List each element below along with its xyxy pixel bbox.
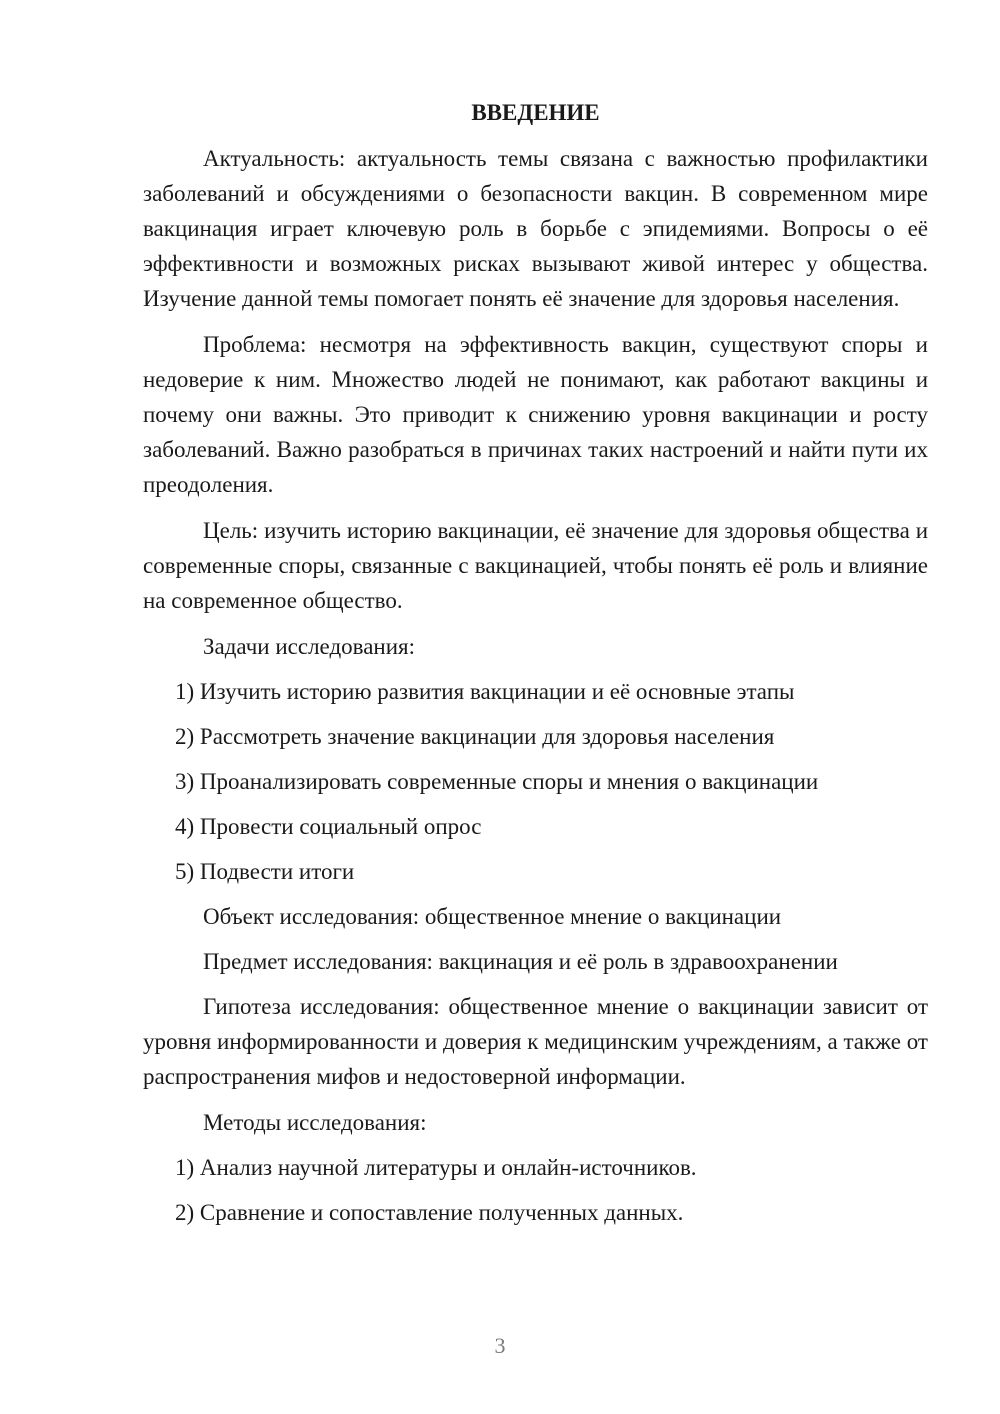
problem-paragraph: Проблема: несмотря на эффективность вакцин, существуют споры и недоверие к ним. Множество людей не понимают, как работают вакцины и почему они важны. Это приводит к снижению уровня вакцинации и росту заболеваний. Важно разобраться в причинах таких настроений и найти пути их преодоления.	[143, 332, 928, 497]
method-item: 1) Анализ научной литературы и онлайн-источников.	[175, 1155, 697, 1180]
page-content	[143, 95, 928, 1240]
task-item: 2) Рассмотреть значение вакцинации для здоровья населения	[175, 724, 775, 749]
page-number: 3	[494, 1333, 506, 1358]
goal-paragraph: Цель: изучить историю вакцинации, её значение для здоровья общества и современные споры, связанные с вакцинацией, чтобы понять её роль и влияние на современное общество.	[143, 518, 928, 613]
object-line: Объект исследования: общественное мнение о вакцинации	[203, 904, 782, 929]
relevance-paragraph: Актуальность: актуальность темы связана с важностью профилактики заболеваний и обсуждениями о безопасности вакцин. В современном мире вакцинация играет ключевую роль в борьбе с эпидемиями. Вопросы о её эффективности и возможных рисках вызывают живой интерес у общества. Изучение данной темы помогает понять её значение для здоровья населения.	[143, 146, 928, 311]
task-item: 5) Подвести итоги	[175, 859, 355, 884]
subject-line: Предмет исследования: вакцинация и её роль в здравоохранении	[203, 949, 838, 974]
methods-heading: Методы исследования:	[203, 1110, 427, 1135]
task-item: 3) Проанализировать современные споры и мнения о вакцинации	[175, 769, 819, 794]
task-item: 1) Изучить историю развития вакцинации и её основные этапы	[175, 679, 795, 704]
task-item: 4) Провести социальный опрос	[175, 814, 482, 839]
tasks-heading: Задачи исследования:	[203, 634, 416, 659]
hypothesis-paragraph: Гипотеза исследования: общественное мнение о вакцинации зависит от уровня информированности и доверия к медицинским учреждениям, а также от распространения мифов и недостоверной информации.	[143, 994, 928, 1089]
method-item: 2) Сравнение и сопоставление полученных данных.	[175, 1200, 684, 1225]
page-title: ВВЕДЕНИЕ	[471, 100, 600, 125]
